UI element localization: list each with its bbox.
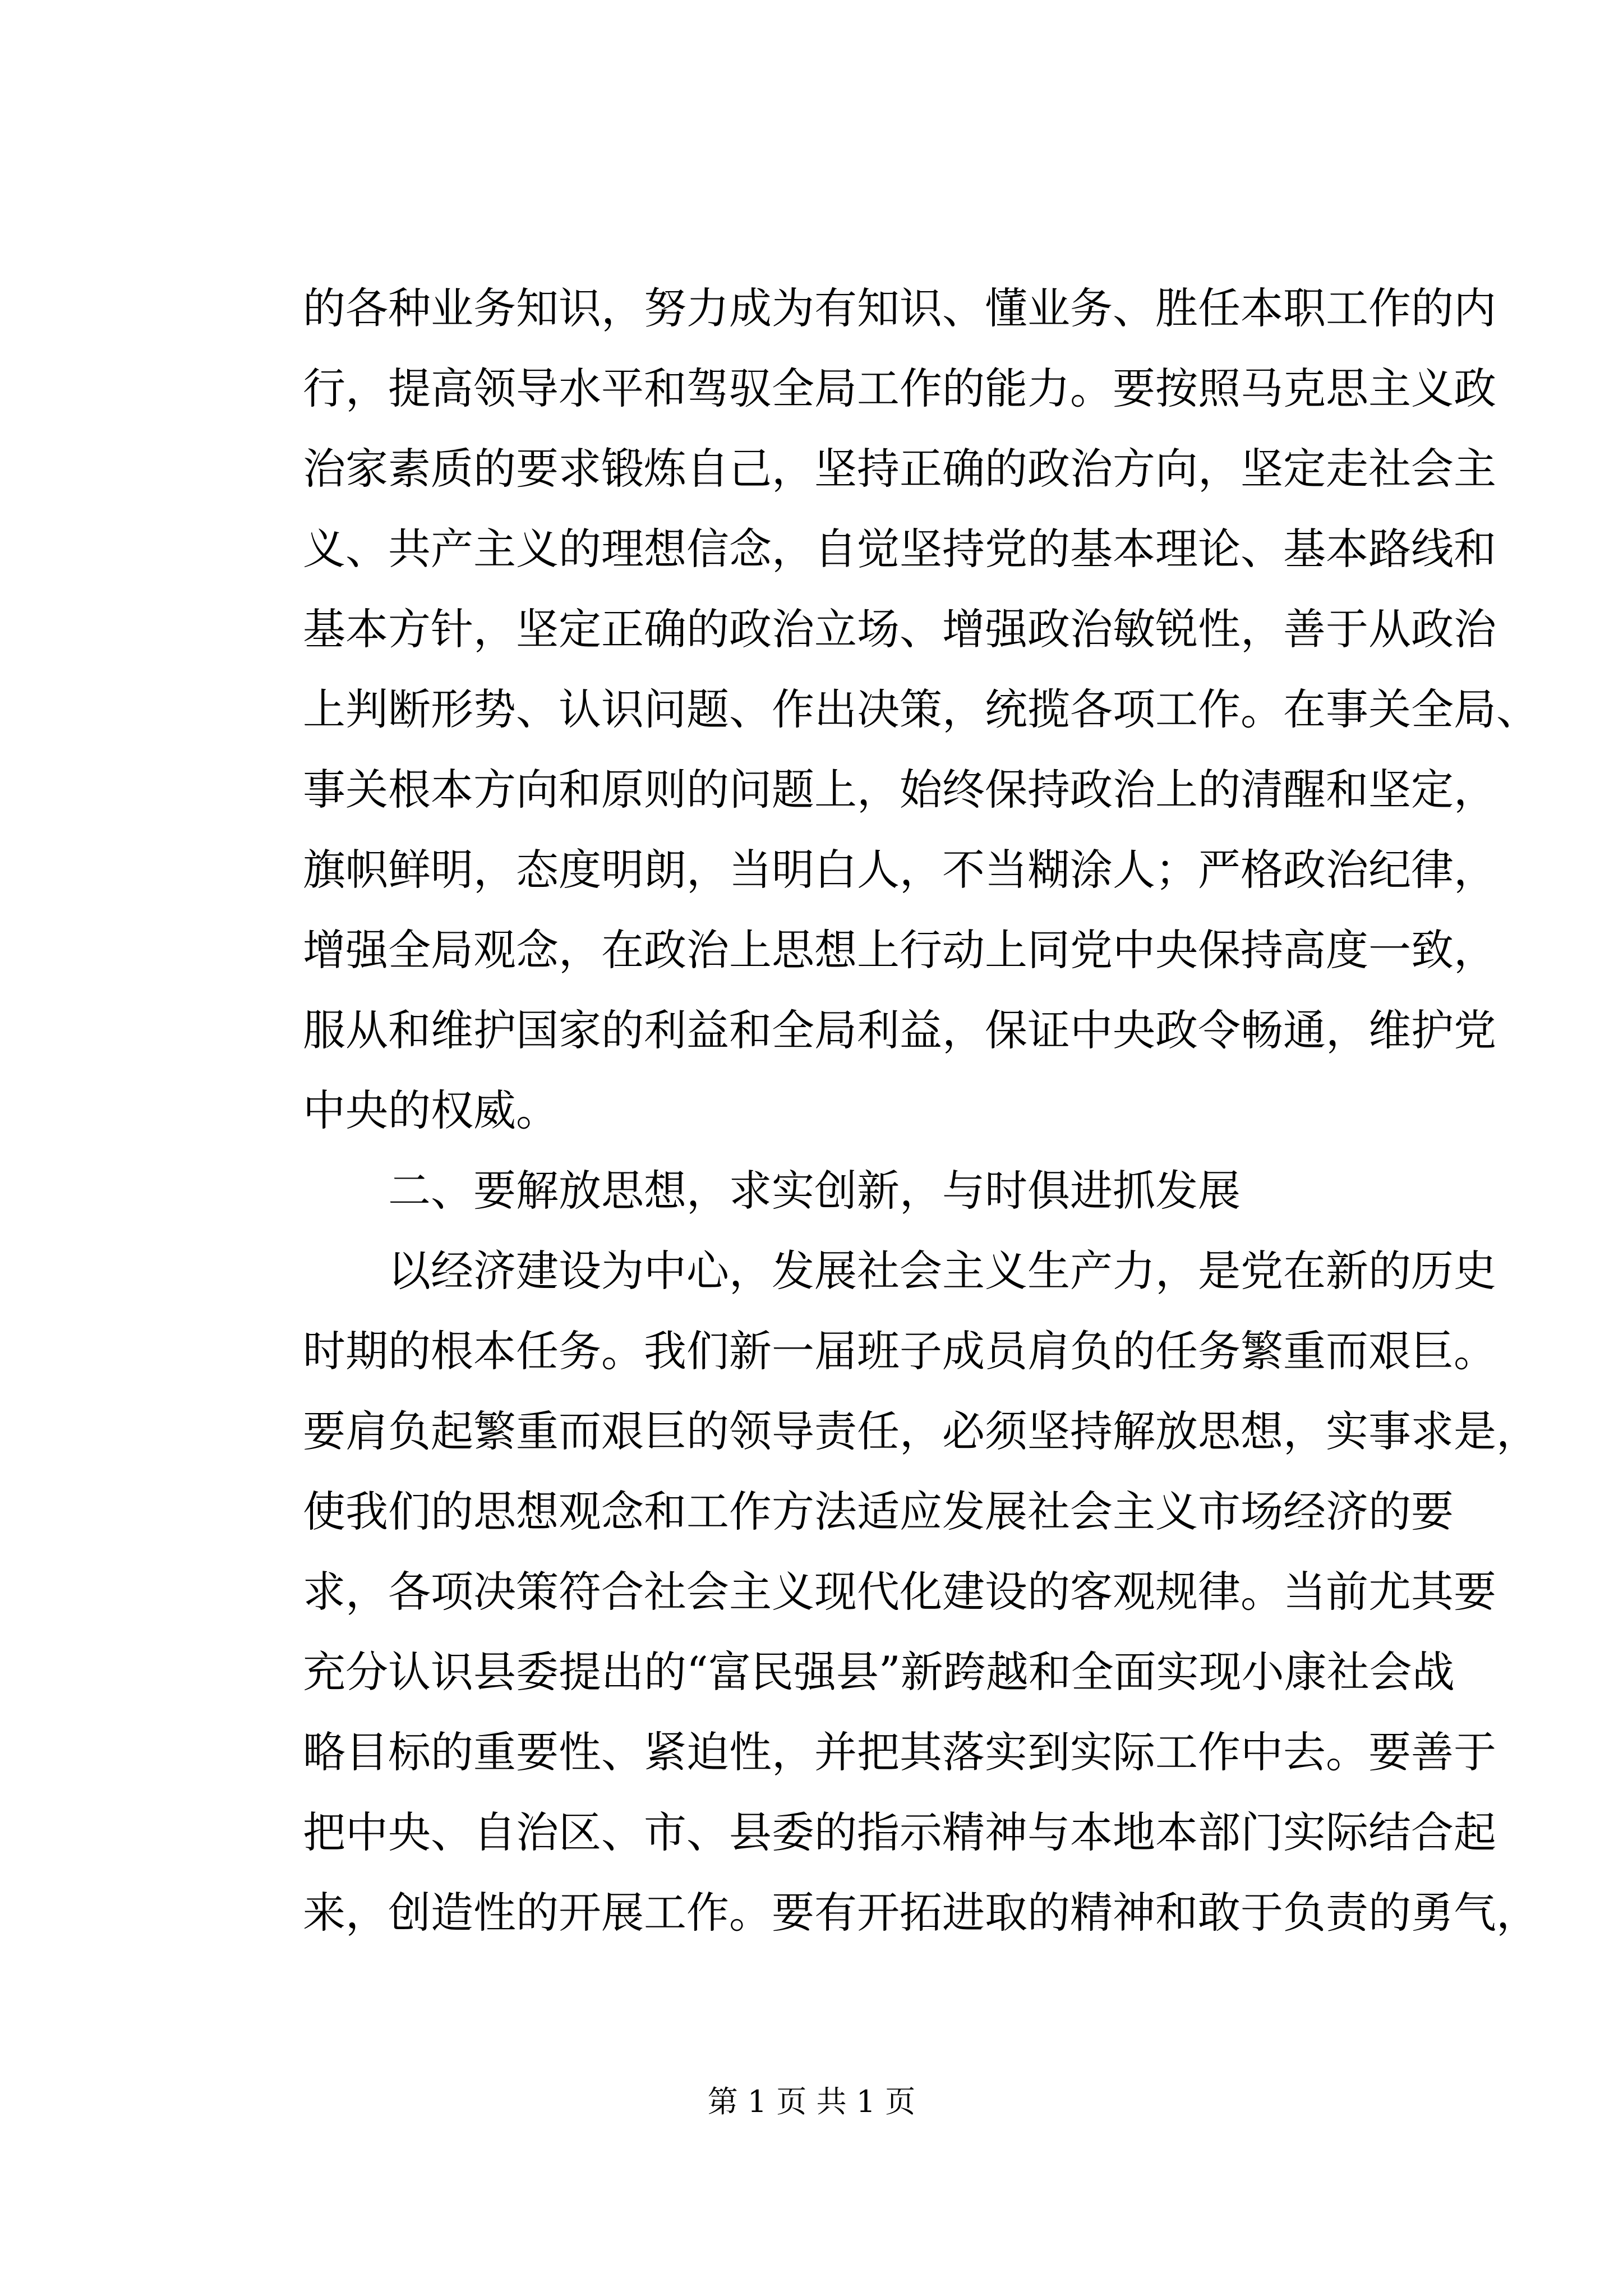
- text-line: 时期的根本任务。我们新一届班子成员肩负的任务繁重而艰巨。: [303, 1326, 1496, 1376]
- text-line: 求，各项决策符合社会主义现代化建设的客观规律。当前尤其要: [303, 1567, 1496, 1617]
- text-line: 使我们的思想观念和工作方法适应发展社会主义市场经济的要: [303, 1487, 1454, 1536]
- text-line: 中央的权威。: [303, 1085, 559, 1135]
- text-line: 充分认识县委提出的“富民强县”新跨越和全面实现小康社会战: [303, 1647, 1455, 1697]
- text-line: 义、共产主义的理想信念，自觉坚持党的基本理论、基本路线和: [303, 524, 1496, 574]
- text-line: 以经济建设为中心，发展社会主义生产力，是党在新的历史: [388, 1246, 1496, 1296]
- page-footer: 第 1 页 共 1 页: [707, 2084, 916, 2119]
- text-line: 略目标的重要性、紧迫性，并把其落实到实际工作中去。要善于: [303, 1727, 1496, 1777]
- body-text: [303, 268, 1539, 1953]
- text-line: 上判断形势、认识问题、作出决策，统揽各项工作。在事关全局、: [303, 684, 1539, 734]
- section-heading: 二、要解放思想，求实创新，与时俱进抓发展: [388, 1166, 1241, 1216]
- text-line: 行，提高领导水平和驾驭全局工作的能力。要按照马克思主义政: [303, 364, 1496, 413]
- text-line: 事关根本方向和原则的问题上，始终保持政治上的清醒和坚定，: [303, 765, 1496, 815]
- text-line: 旗帜鲜明，态度明朗，当明白人，不当糊涂人；严格政治纪律，: [303, 845, 1496, 895]
- text-line: 要肩负起繁重而艰巨的领导责任，必须坚持解放思想，实事求是，: [303, 1406, 1539, 1456]
- text-line: 治家素质的要求锻炼自己，坚持正确的政治方向，坚定走社会主: [303, 444, 1496, 494]
- text-line: 基本方针，坚定正确的政治立场、增强政治敏锐性，善于从政治: [303, 604, 1496, 654]
- text-line: 的各种业务知识，努力成为有知识、懂业务、胜任本职工作的内: [303, 283, 1496, 333]
- text-line: 来，创造性的开展工作。要有开拓进取的精神和敢于负责的勇气，: [303, 1888, 1539, 1938]
- text-line: 增强全局观念，在政治上思想上行动上同党中央保持高度一致，: [303, 925, 1496, 975]
- text-line: 把中央、自治区、市、县委的指示精神与本地本部门实际结合起: [303, 1807, 1496, 1857]
- text-line: 服从和维护国家的利益和全局利益，保证中央政令畅通，维护党: [303, 1005, 1496, 1055]
